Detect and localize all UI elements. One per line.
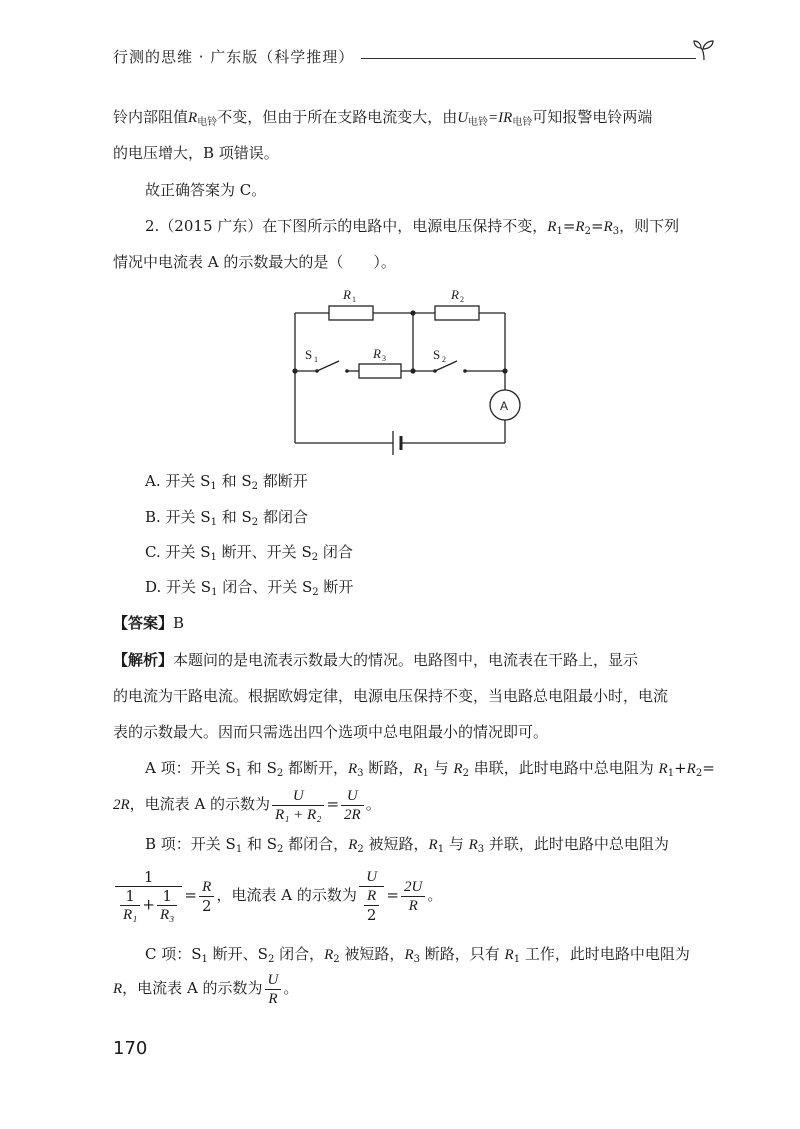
subscript: 1 [513, 954, 521, 965]
text-run: B. 开关 S [145, 508, 211, 526]
subscript: 2 [276, 768, 284, 779]
fraction-numerator: 1 [125, 887, 135, 905]
fraction-numerator: R [202, 878, 212, 895]
header-title: 行测的思维 · 广东版（科学推理） [113, 48, 355, 66]
fraction-1-over-r3 [157, 887, 177, 924]
fraction-denominator [115, 886, 182, 924]
symbol-u: U [457, 110, 469, 126]
fraction-2u-over-r [401, 878, 425, 915]
fraction-1-over-r1 [120, 887, 140, 924]
continuation-line-2: 的电压增大，B 项错误。 [113, 144, 279, 162]
symbol-r: R [547, 219, 557, 235]
symbol-r: R [686, 761, 696, 777]
symbol-r: R [603, 219, 613, 235]
analysis-label: 【解析】 [113, 651, 174, 669]
analysis-b-line-1 [145, 833, 669, 856]
text-run: 断路， [363, 759, 414, 777]
subscript: 1 [201, 954, 208, 965]
subscript: 1 [667, 768, 675, 779]
fraction-denominator: 2 [199, 896, 215, 915]
symbol-r: R [575, 219, 585, 235]
subscript: 1 [235, 844, 243, 855]
resistor-r1 [329, 306, 373, 320]
text-run: 与 [444, 835, 469, 853]
equation-ir: =IR [488, 110, 513, 126]
analysis-line-1 [113, 649, 638, 671]
resistor-r3 [359, 364, 401, 378]
text-run: 都闭合， [283, 835, 349, 853]
period: 。 [365, 795, 381, 813]
text-run: A 项：开关 S [145, 759, 236, 777]
subscript: 2 [267, 954, 275, 965]
subscript: 1 [211, 587, 218, 598]
fraction-denominator: R₃ [157, 905, 177, 924]
fraction-u-over-sum [272, 787, 324, 824]
subscript-bell: 电铃 [197, 117, 218, 128]
label-r1: R [343, 287, 351, 302]
text-run: 断路，只有 [419, 945, 505, 963]
text-run: A. 开关 S [145, 472, 211, 490]
label-ammeter: A [500, 399, 509, 413]
switch-s2-pivot [433, 369, 437, 373]
plus: + [674, 759, 687, 777]
option-d [145, 576, 353, 598]
label-r3: R [373, 346, 381, 361]
symbol-r: R [504, 947, 514, 963]
equals: = [590, 217, 604, 235]
subscript: 3 [413, 954, 420, 965]
label-s2-sub: 2 [442, 355, 446, 364]
subscript: 1 [235, 768, 243, 779]
header-rule [361, 58, 696, 59]
text-run: 并联，此时电路中总电阻为 [484, 835, 669, 853]
circuit-diagram [283, 282, 523, 462]
fraction-numerator: R [367, 888, 377, 904]
text-run: 本题问的是电流表示数最大的情况。电路图中，电流表在干路上，显示 [173, 651, 639, 669]
symbol-r: R [404, 947, 414, 963]
switch-s2-contact [463, 369, 467, 373]
switch-s1-pivot [315, 369, 319, 373]
subscript: 2 [251, 517, 259, 528]
fraction-denominator: R [265, 989, 282, 1008]
fraction-u-over-2r [341, 787, 364, 824]
subscript: 3 [477, 844, 485, 855]
text-run: 都断开 [257, 472, 308, 490]
page-number: 170 [113, 1038, 148, 1059]
analysis-line-2: 的电流为干路电流。根据欧姆定律，电源电压保持不变，当电路总电阻最小时，电流 [113, 687, 669, 705]
text-run: C. 开关 S [145, 543, 211, 561]
fraction-numerator: 2U [403, 878, 423, 895]
text-run: 铃内部阻值 [113, 108, 189, 126]
answer-line [113, 612, 184, 634]
label-s1-sub: 1 [314, 355, 318, 364]
text-run: 被短路， [339, 945, 405, 963]
fraction-r-over-2 [199, 878, 215, 915]
subscript: 2 [695, 768, 703, 779]
subscript: 2 [584, 226, 591, 237]
fraction-numerator: U [267, 971, 279, 988]
label-r3-sub: 3 [382, 354, 386, 363]
label-r2-sub: 2 [460, 295, 464, 304]
fraction-u-over-r [265, 971, 282, 1008]
subscript: 3 [357, 768, 364, 779]
switch-s1-blade [317, 361, 339, 371]
switch-s2-blade [435, 361, 457, 371]
text-run: 和 S [216, 472, 252, 490]
subscript: 1 [210, 517, 217, 528]
symbol-r: R [453, 761, 463, 777]
text-run: 和 S [242, 835, 278, 853]
label-r2: R [451, 287, 459, 302]
text-run: 闭合 [318, 543, 353, 561]
subscript: 1 [437, 844, 445, 855]
answer-value: B [173, 614, 185, 632]
text-run: 闭合， [274, 945, 325, 963]
fraction-denominator [359, 886, 385, 924]
running-header [113, 42, 713, 72]
equals: = [562, 217, 576, 235]
text-run: 断开 [318, 578, 354, 596]
symbol-r: R [348, 761, 358, 777]
text-run: ，则下列 [619, 217, 680, 235]
subscript: 2 [312, 587, 319, 598]
fraction-denominator: 2R [341, 805, 364, 824]
text-run: 和 S [242, 759, 277, 777]
analysis-line-3: 表的示数最大。因而只需选出四个选项中总电阻最小的情况即可。 [113, 723, 549, 741]
text-run: 被短路， [363, 835, 429, 853]
previous-answer: 故正确答案为 C。 [145, 181, 267, 199]
fraction-numerator: U [292, 787, 304, 804]
equals: = [702, 759, 715, 777]
symbol-r: R [113, 981, 123, 997]
text-run: 都断开， [283, 759, 348, 777]
subscript: 1 [422, 768, 429, 779]
subscript: 2 [311, 552, 319, 563]
junction-dot [502, 368, 507, 373]
fraction-numerator: U [346, 787, 358, 804]
text-run: D. 开关 S [145, 578, 212, 596]
fraction-numerator: 1 [143, 868, 154, 886]
subscript: 2 [357, 844, 364, 855]
sprout-icon [691, 36, 717, 62]
equals: = [184, 886, 197, 904]
fraction-denominator: R₁ [120, 905, 140, 924]
text-run: 串联，此时电路中总电阻为 [468, 759, 659, 777]
text-run: 可知报警电铃两端 [532, 108, 653, 126]
junction-dot [410, 310, 415, 315]
text-run: 不变，但由于所在支路电流变大，由 [217, 108, 458, 126]
subscript-bell: 电铃 [512, 117, 533, 128]
symbol-r: R [658, 761, 668, 777]
option-c [145, 541, 353, 563]
label-s2: S [433, 347, 441, 362]
text-run: 工作，此时电路中电阻为 [520, 945, 690, 963]
period: 。 [283, 979, 299, 997]
fraction-numerator: 1 [162, 887, 172, 905]
label-r1-sub: 1 [352, 295, 356, 304]
fraction-numerator: U [366, 869, 378, 885]
text-run: C 项：S [145, 945, 202, 963]
analysis-a-line-1 [145, 757, 715, 780]
subscript-bell: 电铃 [468, 117, 489, 128]
subscript: 2 [277, 844, 284, 855]
text-run: 断开、开关 S [216, 543, 312, 561]
symbol-r: R [188, 110, 198, 126]
analysis-b-line-2 [113, 860, 442, 930]
expr-2r: 2R [113, 797, 130, 813]
symbol-r: R [428, 837, 438, 853]
symbol-r: R [324, 947, 334, 963]
fraction-parallel-resistance [115, 868, 182, 924]
subscript: 2 [251, 481, 258, 492]
label-s1: S [305, 347, 313, 362]
junction-dot [410, 368, 415, 373]
text-run: 与 [428, 759, 454, 777]
subscript: 1 [556, 226, 563, 237]
period: 。 [427, 886, 443, 904]
junction-dot [292, 368, 297, 373]
question-line-2: 情况中电流表 A 的示数最大的是（ ）。 [113, 253, 396, 271]
option-a [145, 470, 308, 492]
equals: = [326, 795, 340, 813]
text-run: ，电流表 A 的示数为 [122, 979, 263, 997]
resistor-r2 [435, 306, 479, 320]
symbol-r: R [468, 837, 478, 853]
symbol-r: R [348, 837, 358, 853]
fraction-denominator: R [401, 896, 425, 915]
fraction-r-over-2-inner [364, 887, 380, 924]
subscript: 3 [612, 226, 620, 237]
subscript: 1 [210, 481, 217, 492]
plus: + [142, 895, 155, 914]
subscript: 1 [210, 552, 217, 563]
question-line-1 [145, 215, 679, 238]
text-run: B 项：开关 S [145, 835, 236, 853]
text-run: 断开、S [207, 945, 268, 963]
subscript: 2 [462, 768, 469, 779]
text-run: 和 S [216, 508, 252, 526]
answer-label: 【答案】 [113, 614, 174, 632]
text-run: 都闭合 [258, 508, 308, 526]
text-run: ，电流表 A 的示数为 [129, 795, 271, 813]
analysis-a-line-2 [113, 784, 381, 825]
text-run: ，电流表 A 的示数为 [216, 886, 357, 904]
text-run: 2.（2015 广东）在下图所示的电路中，电源电压保持不变， [145, 217, 548, 235]
analysis-c-line-2 [113, 968, 298, 1009]
fraction-u-over-r-half [359, 868, 385, 924]
continuation-line-1 [113, 106, 652, 129]
text-run: 闭合、开关 S [217, 578, 313, 596]
subscript: 2 [333, 954, 340, 965]
symbol-r: R [413, 761, 423, 777]
equals: = [386, 886, 399, 904]
fraction-denominator: R₁ + R₂ [272, 805, 324, 824]
switch-s1-contact [345, 369, 349, 373]
option-b [145, 506, 308, 528]
fraction-denominator: 2 [364, 905, 380, 924]
analysis-c-line-1 [145, 943, 690, 966]
